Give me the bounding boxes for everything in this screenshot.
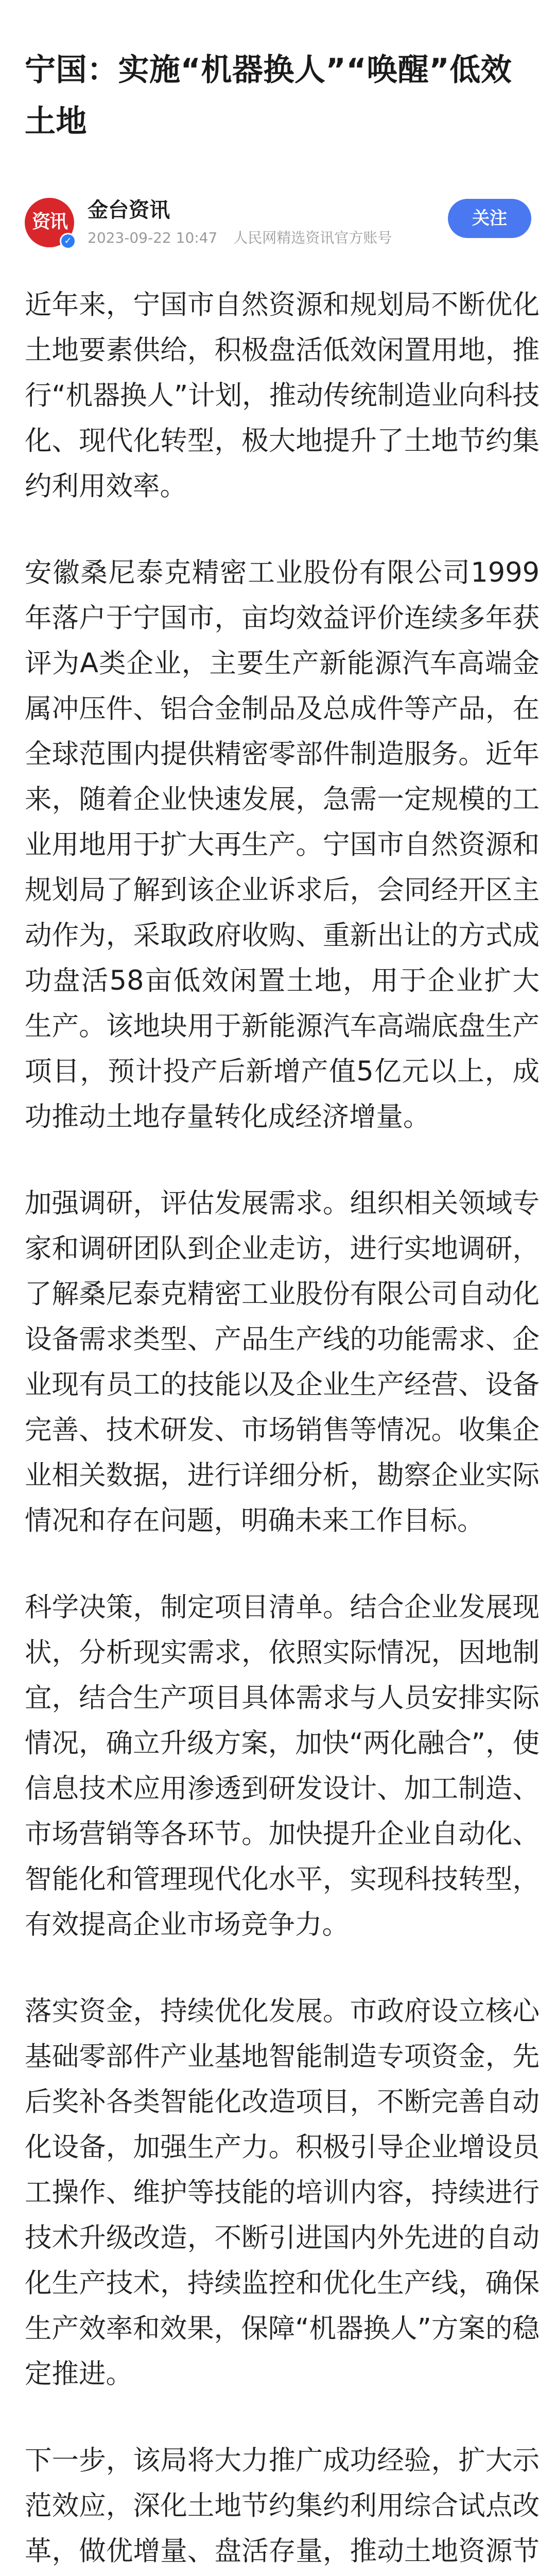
article-title: 宁国：实施“机器换人”“唤醒”低效土地 [25,52,512,140]
avatar-logo-text: 资讯 [31,211,67,232]
publish-date: 2023-09-22 10:47 [88,229,218,246]
article-paragraph: 科学决策，制定项目清单。结合企业发展现状，分析现实需求，依照实际情况，因地制宜，结合生产项目具体需求与人员安排实际情况，确立升级方案，加快“两化融合”，使信息技术应用渗透到研发设计、加工制造、市场营销等各环节。加快提升企业自动化、智能化和管理现代化水平，实现科技转型，有效提高企业市场竞争力。 [25,1591,540,1940]
article-paragraph: 落实资金，持续优化发展。市政府设立核心基础零部件产业基地智能制造专项资金，先后奖补各类智能化改造项目，不断完善自动化设备，加强生产力。积极引导企业增设员工操作、维护等技能的培训内容，持续进行技术升级改造，不断引进国内外先进的自动化生产技术，持续监控和优化生产线，确保生产效率和效果，保障“机器换人”方案的稳定推进。 [25,1995,540,2389]
article-paragraph: 安徽桑尼泰克精密工业股份有限公司1999年落户于宁国市，亩均效益评价连续多年获评为A类企业，主要生产新能源汽车高端金属冲压件、铝合金制品及总成件等产品，在全球范围内提供精密零部件制造服务。近年来，随着企业快速发展，急需一定规模的工业用地用于扩大再生产。宁国市自然资源和规划局了解到该企业诉求后，会同经开区主动作为，采取政府收购、重新出让的方式成功盘活58亩低效闲置土地，用于企业扩大生产。该地块用于新能源汽车高端底盘生产项目，预计投产后新增产值5亿元以上，成功推动土地存量转化成经济增量。 [25,557,540,1132]
follow-button[interactable]: 关注 [448,199,531,238]
account-description: 人民网精选资讯官方账号 [233,229,392,246]
article-body [25,282,540,2576]
author-meta [88,228,403,248]
article-paragraph: 近年来，宁国市自然资源和规划局不断优化土地要素供给，积极盘活低效闲置用地，推行“机器换人”计划，推动传统制造业向科技化、现代化转型，极大地提升了土地节约集约利用效率。 [25,289,540,502]
author-bar [25,194,531,250]
verified-check-icon: ✓ [60,233,76,249]
article-paragraph: 下一步，该局将大力推广成功经验，扩大示范效应，深化土地节约集约利用综合试点改革，做优增量、盘活存量，推动土地资源节 [25,2445,540,2567]
author-name[interactable]: 金台资讯 [88,198,170,222]
article-paragraph: 加强调研，评估发展需求。组织相关领域专家和调研团队到企业走访，进行实地调研，了解桑尼泰克精密工业股份有限公司自动化设备需求类型、产品生产线的功能需求、企业现有员工的技能以及企业生产经营、设备完善、技术研发、市场销售等情况。收集企业相关数据，进行详细分析，勘察企业实际情况和存在问题，明确未来工作目标。 [25,1188,540,1536]
